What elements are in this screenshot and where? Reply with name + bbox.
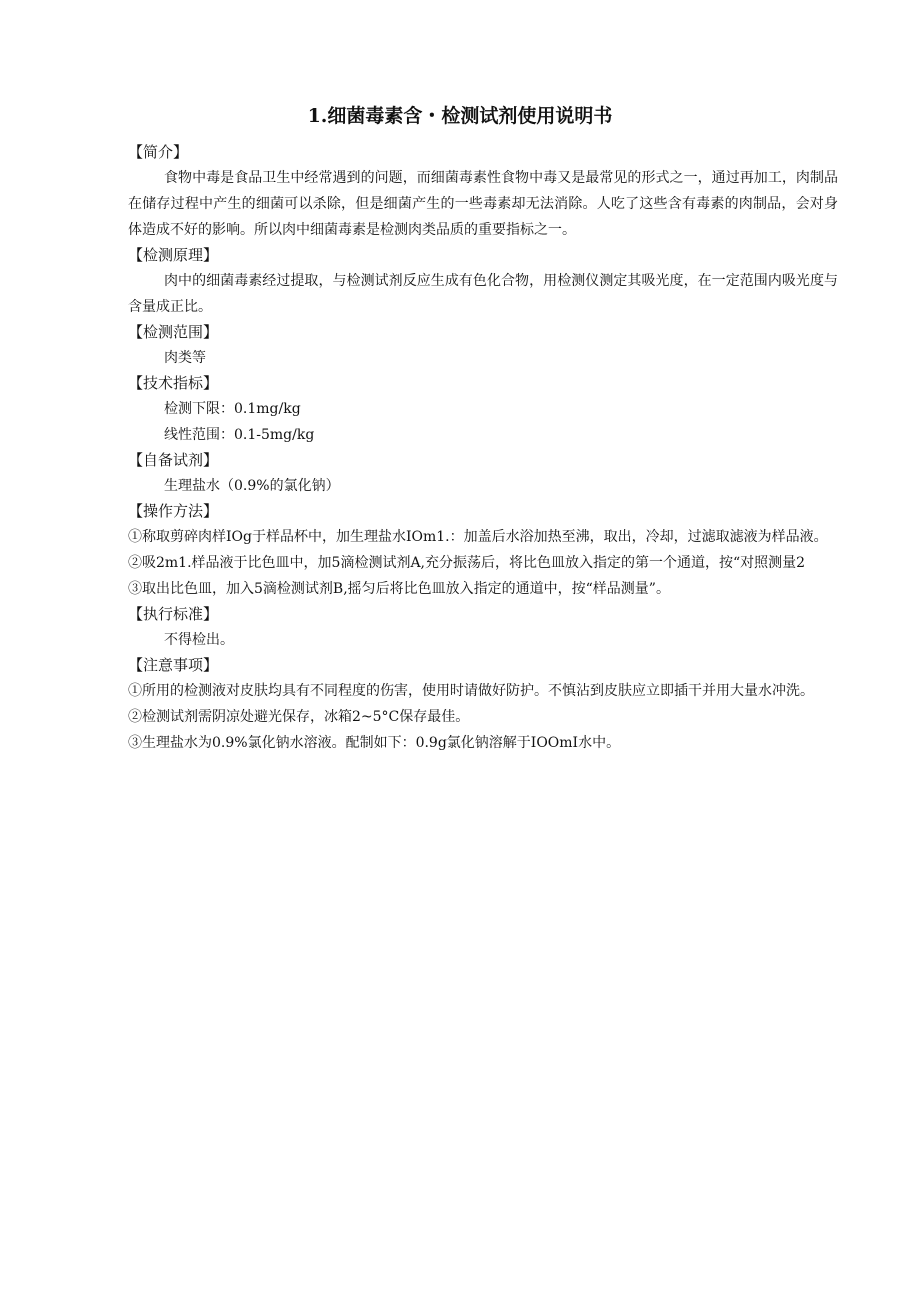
section-heading-method: 【操作方法】 <box>128 502 219 520</box>
section-heading-scope: 【检测范围】 <box>128 323 219 341</box>
section-heading-principle: 【检测原理】 <box>128 246 219 264</box>
intro-paragraph: 食物中毒是食品卫生中经常遇到的问题，而细菌毒素性食物中毒又是最常见的形式之一，通过再加工，肉制品在储存过程中产生的细菌可以杀除，但是细菌产生的一些毒素却无法消除。人吃了这些含有毒素的肉制品，会对身体造成不好的影响。所以肉中细菌毒素是检测肉类品质的重要指标之一。 <box>128 170 838 238</box>
section-heading-notes: 【注意事项】 <box>128 656 219 674</box>
note-item-3: ③生理盐水为0.9%氯化钠水溶液。配制如下：0.9g氯化钠溶解于IOOmI水中。 <box>128 735 621 751</box>
note-item-2: ②检测试剂需阴凉处避光保存，冰箱2~5°C保存最佳。 <box>128 709 470 725</box>
reagents-text: 生理盐水（0.9%的氯化钠） <box>164 478 340 494</box>
section-heading-specs: 【技术指标】 <box>128 374 219 392</box>
note-item-1: ①所用的检测液对皮肤均具有不同程度的伤害，使用时请做好防护。不慎沾到皮肤应立即插干并用大量水冲洗。 <box>128 683 814 699</box>
standard-text: 不得检出。 <box>164 632 234 648</box>
method-step-1: ①称取剪碎肉样IOg于样品杯中，加生理盐水IOm1.：加盖后水浴加热至沸，取出，冷却，过滤取滤液为样品液。 <box>128 529 828 545</box>
method-step-3: ③取出比色皿，加入5滴检测试剂B,摇匀后将比色皿放入指定的通道中，按“样品测量”。 <box>128 581 670 597</box>
section-heading-standard: 【执行标准】 <box>128 605 219 623</box>
scope-text: 肉类等 <box>164 350 206 366</box>
principle-paragraph: 肉中的细菌毒素经过提取，与检测试剂反应生成有色化合物，用检测仪测定其吸光度，在一定范围内吸光度与含量成正比。 <box>128 273 838 315</box>
document-title: 1.细菌毒素含・检测试剂使用说明书 <box>307 105 613 127</box>
spec-linear-range: 线性范围：0.1-5mg/kg <box>164 427 315 443</box>
section-heading-intro: 【简介】 <box>128 143 189 161</box>
method-step-2: ②吸2m1.样品液于比色皿中，加5滴检测试剂A,充分振荡后，将比色皿放入指定的第一个通道，按“对照测量2 <box>128 555 806 571</box>
document-body <box>128 140 838 756</box>
section-heading-reagents: 【自备试剂】 <box>128 451 219 469</box>
spec-detection-limit: 检测下限：0.1mg/kg <box>164 401 301 417</box>
